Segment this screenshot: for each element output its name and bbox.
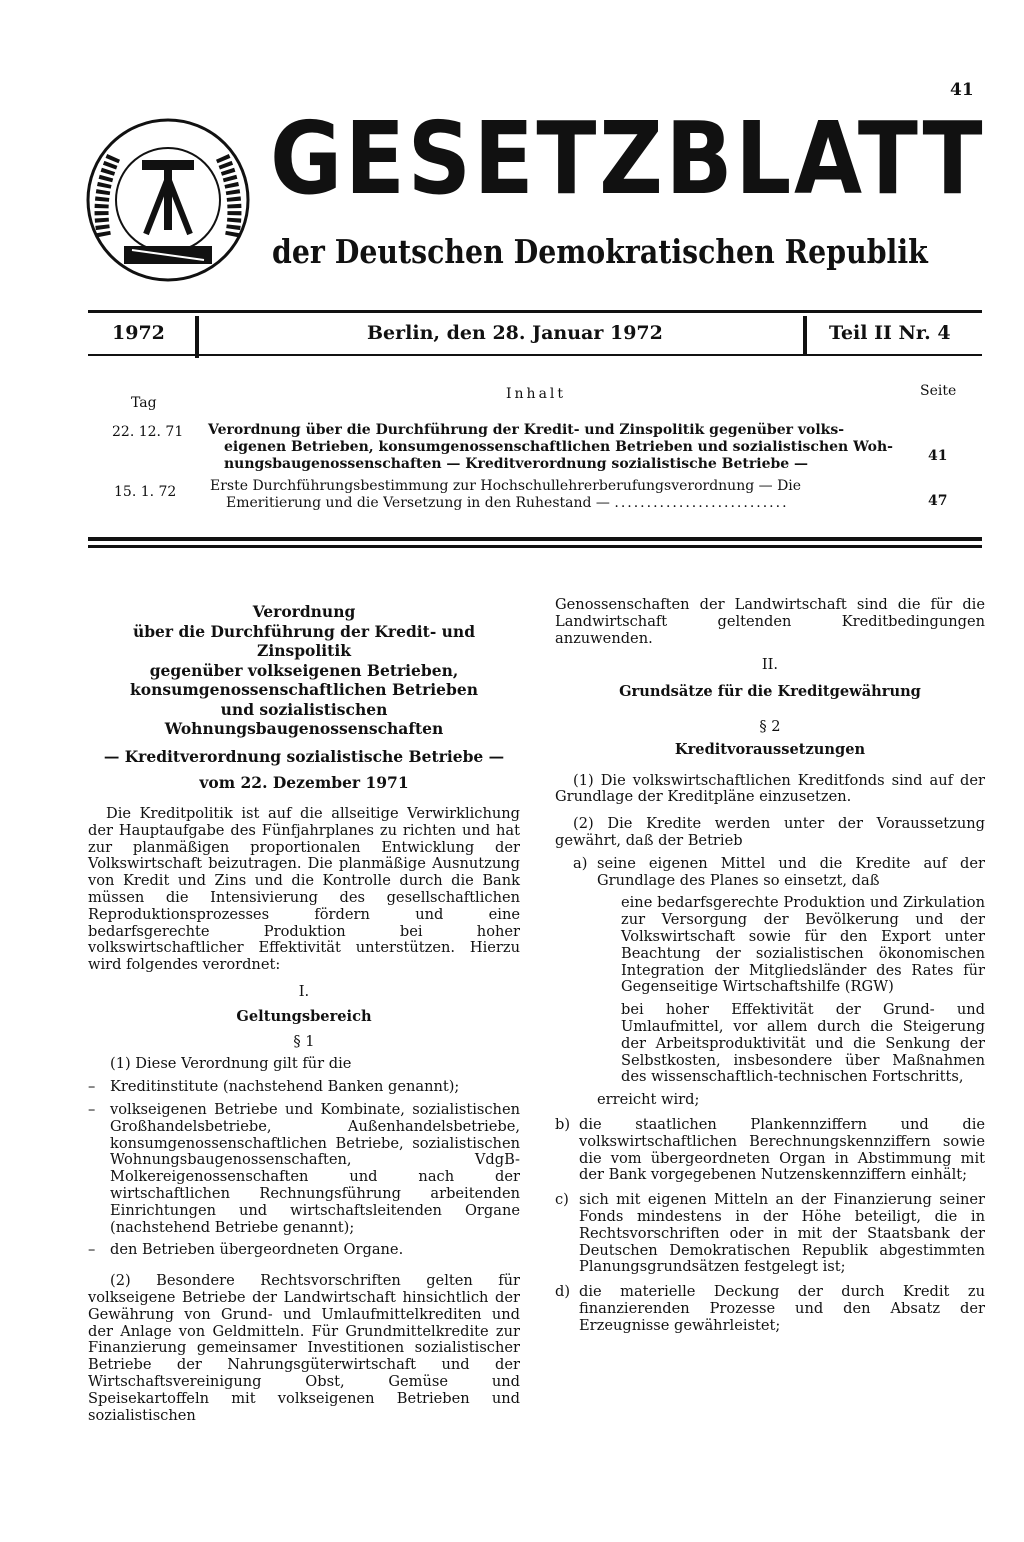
list-label: c) — [555, 1191, 569, 1209]
list-item — [88, 1079, 520, 1096]
section-number: II. — [761, 656, 779, 674]
list-subitem: eine bedarfsgerechte Produktion und Zirkulation zur Versorgung der Bevölkerung und der Volkswirtschaft sowie für den Export unter Beachtung der sozialistischen ökonomischen Integration der Mitgliedsländer des Rates für Gegenseitige Wirtschaftshilfe (RGW) — [621, 894, 985, 996]
toc-entry-line-with-leader — [210, 495, 898, 512]
state-emblem — [84, 116, 252, 284]
toc-entry-line: nungsbaugenossenschaften — Kreditverordnung sozialistische Betriebe — — [224, 456, 809, 472]
paragraph-text: (1) Die volkswirtschaftlichen Kreditfonds sind auf der Grundlage der Kreditpläne einzusetzen. — [555, 771, 985, 806]
list-item-end: erreicht wird; — [597, 1091, 700, 1109]
list-item-text: den Betrieben übergeordneten Organe. — [110, 1241, 404, 1259]
list-label: a) — [573, 854, 588, 872]
list-item-b — [555, 1117, 985, 1184]
section-title: Geltungsbereich — [236, 1007, 372, 1025]
list-item — [88, 1242, 520, 1259]
toc-column-page: Seite — [920, 383, 957, 399]
paragraph-intro: (1) Diese Verordnung gilt für die — [110, 1055, 352, 1073]
issue-year: 1972 — [112, 322, 165, 344]
toc-bottom-rule — [88, 545, 982, 548]
list-label: d) — [555, 1283, 571, 1301]
list-item-d — [555, 1284, 985, 1334]
masthead-subtitle: der Deutschen Demokratischen Republik — [272, 232, 928, 271]
paragraph-number: § 1 — [293, 1032, 315, 1050]
left-column — [88, 602, 520, 1424]
list-item — [88, 1102, 520, 1236]
list-subitem: bei hoher Effektivität der Grund- und Umlaufmittel, vor allem durch die Steigerung der Arbeitsproduktivität und die Senkung der Selbstkosten, insbesondere über Maßnahmen des wissenschaftlich-technischen Fortschritts, — [621, 1001, 985, 1086]
decree-short-title: — Kreditverordnung sozialistische Betriebe — — [103, 746, 505, 766]
section-number: I. — [298, 983, 310, 1001]
decree-title — [88, 602, 520, 739]
toc-column-day: Tag — [131, 395, 157, 411]
issue-place-date: Berlin, den 28. Januar 1972 — [367, 322, 663, 344]
continuation-text: Genossenschaften der Landwirtschaft sind die für die Landwirtschaft geltenden Kreditbedingungen anzuwenden. — [555, 596, 985, 647]
decree-title-line: und sozialistischen Wohnungsbaugenossenschaften — [164, 699, 444, 738]
dot-leader: ........................... — [614, 495, 789, 511]
paragraph-intro: (2) Die Kredite werden unter der Voraussetzung gewährt, daß der Betrieb — [555, 815, 985, 849]
dash-marker: – — [88, 1101, 96, 1119]
toc-entry-date: 15. 1. 72 — [114, 484, 177, 500]
toc-entry-title — [208, 422, 896, 473]
decree-title-line: über die Durchführung der Kredit- und Zinspolitik — [132, 621, 476, 660]
preamble: Die Kreditpolitik ist auf die allseitige Verwirklichung der Hauptaufgabe des Fünfjahrplanes zu richten und hat zur planmäßigen proportionalen Entwicklung der Volkswirtschaft beizutragen. Die planmäßige Ausnutzung von Kredit und Zins und die Kontrolle durch die Bank müssen die Intensivierung des gesellschaftlichen Reproduktionsprozesses fördern und eine bedarfsgerechte Produktion bei hoher volkswirtschaftlicher Effektivität unterstützen. Hierzu wird folgendes verordnet: — [88, 805, 520, 974]
issue-bar-divider — [195, 316, 199, 358]
toc-entry-line: eigenen Betrieben, konsumgenossenschaftlichen Betrieben und sozialistischen Woh- — [224, 439, 893, 455]
issue-part: Teil II Nr. 4 — [829, 322, 951, 344]
list-item-a — [555, 856, 985, 890]
right-column — [555, 597, 985, 1334]
list-item-text: sich mit eigenen Mitteln an der Finanzierung seiner Fonds mindestens in der Höhe beteiligt, die in Rechtsvorschriften oder in mit der Staatsbank der Deutschen Demokratischen Republik abgestimmten Planungsgrundsätzen festgelegt ist; — [579, 1191, 985, 1276]
issue-bar-divider — [803, 316, 807, 354]
paragraph-number: § 2 — [759, 717, 781, 735]
toc-entry-title — [210, 478, 898, 512]
list-item-c — [555, 1192, 985, 1276]
list-label: b) — [555, 1115, 571, 1133]
decree-date: vom 22. Dezember 1971 — [199, 773, 409, 793]
issue-bar-bottom-rule — [88, 354, 982, 356]
decree-title-line: Verordnung — [252, 602, 356, 621]
page-number: 41 — [950, 80, 974, 100]
toc-entry-page: 47 — [928, 493, 948, 509]
list-item-text: Kreditinstitute (nachstehend Banken genannt); — [110, 1078, 460, 1096]
toc-heading: Inhalt — [506, 386, 567, 402]
toc-entry-page: 41 — [928, 448, 948, 464]
issue-bar-top-rule — [88, 310, 982, 313]
section-title: Grundsätze für die Kreditgewährung — [619, 683, 921, 701]
list-item-text: die staatlichen Plankennziffern und die volkswirtschaftlichen Berechnungskennziffern sowie die vom übergeordneten Organ in Abstimmung mit der Bank vorgegebenen Nutzenskennziffern einhält; — [579, 1115, 985, 1184]
dash-marker: – — [88, 1241, 96, 1259]
toc-entry-line: Emeritierung und die Versetzung in den Ruhestand — — [226, 495, 610, 511]
dash-marker: – — [88, 1078, 96, 1096]
toc-entry-line: Erste Durchführungsbestimmung zur Hochschullehrerberufungsverordnung — Die — [210, 478, 802, 494]
masthead-title: GESETZBLATT — [270, 100, 986, 217]
paragraph-title: Kreditvoraussetzungen — [674, 740, 866, 758]
decree-title-line: konsumgenossenschaftlichen Betrieben — [130, 680, 478, 699]
list-item-text: die materielle Deckung der durch Kredit zu finanzierenden Prozesse und den Absatz der Erzeugnisse gewährleistet; — [579, 1283, 985, 1334]
decree-title-line: gegenüber volkseigenen Betrieben, — [149, 660, 459, 680]
toc-bottom-rule — [88, 537, 982, 541]
list-item-text: volkseigenen Betriebe und Kombinate, sozialistischen Großhandelsbetriebe, Außenhandelsbetriebe, konsumgenossenschaftlichen Betriebe, sozialistischen Wohnungsbaugenossenschaften, VdgB-Molkereigenossenschaften und nach der wirtschaftlichen Rechnungsführung arbeitenden Einrichtungen und wirtschaftsleitenden Organe (nachstehend Betriebe genannt); — [110, 1101, 520, 1236]
paragraph-text: (2) Besondere Rechtsvorschriften gelten für volkseigene Betriebe der Landwirtschaft hinsichtlich der Gewährung von Grund- und Umlaufmittelkrediten und der Anlage von Geldmitteln. Für Grundmittelkredite zur Finanzierung gemeinsamer Investitionen sozialistischer Betriebe der Nahrungsgüterwirtschaft und der Wirtschaftsvereinigung Obst, Gemüse und Speisekartoffeln mit volkseigenen Betrieben und sozialistischen — [88, 1272, 520, 1424]
toc-entry-line: Verordnung über die Durchführung der Kredit- und Zinspolitik gegenüber volks- — [208, 422, 845, 438]
toc-entry-date: 22. 12. 71 — [112, 424, 184, 440]
list-item-text: seine eigenen Mittel und die Kredite auf der Grundlage des Planes so einsetzt, daß — [597, 854, 985, 889]
